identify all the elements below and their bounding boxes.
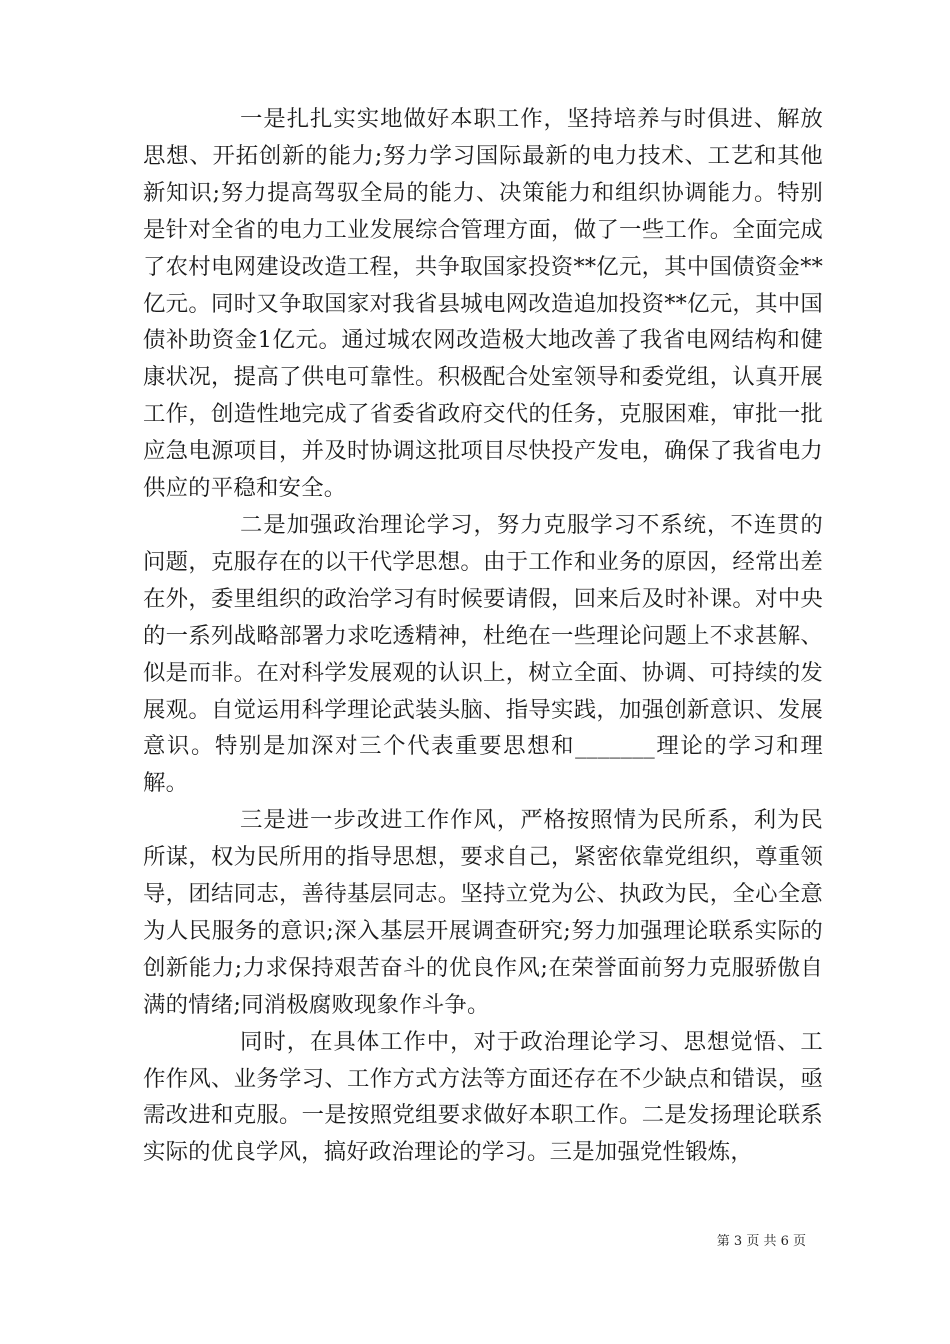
paragraph-1: 一是扎扎实实地做好本职工作，坚持培养与时俱进、解放思想、开拓创新的能力;努力学习国际最新的电力技术、工艺和其他新知识;努力提高驾驭全局的能力、决策能力和组织协调能力。特别是针对全省的电力工业发展综合管理方面，做了一些工作。全面完成了农村电网建设改造工程，共争取国家投资**亿元，其中国债资金**亿元。同时又争取国家对我省县城电网改造追加投资**亿元，其中国债补助资金1亿元。通过城农网改造极大地改善了我省电网结构和健康状况，提高了供电可靠性。积极配合处室领导和委党组，认真开展工作，创造性地完成了省委省政府交代的任务，克服困难，审批一批应急电源项目，并及时协调这批项目尽快投产发电，确保了我省电力供应的平稳和安全。 [143, 106, 823, 502]
page-number-footer: 第 3 页 共 6 页 [716, 1234, 806, 1249]
paragraph-2: 二是加强政治理论学习，努力克服学习不系统，不连贯的问题，克服存在的以干代学思想。由于工作和业务的原因，经常出差在外，委里组织的政治学习有时候要请假，回来后及时补课。对中央的一系列战略部署力求吃透精神，杜绝在一些理论问题上不求甚解、似是而非。在对科学发展观的认识上，树立全面、协调、可持续的发展观。自觉运用科学理论武装头脑、指导实践，加强创新意识、发展意识。特别是加深对三个代表重要思想和_______理论的学习和理解。 [143, 511, 823, 797]
paragraph-3: 三是进一步改进工作作风，严格按照情为民所系，利为民所谋，权为民所用的指导思想，要求自己，紧密依靠党组织，尊重领导，团结同志，善待基层同志。坚持立党为公、执政为民，全心全意为人民服务的意识;深入基层开展调查研究;努力加强理论联系实际的创新能力;力求保持艰苦奋斗的优良作风;在荣誉面前努力克服骄傲自满的情绪;同消极腐败现象作斗争。 [143, 807, 823, 1018]
paragraph-4: 同时，在具体工作中，对于政治理论学习、思想觉悟、工作作风、业务学习、工作方式方法等方面还存在不少缺点和错误，亟需改进和克服。一是按照党组要求做好本职工作。二是发扬理论联系实际的优良学风，搞好政治理论的学习。三是加强党性锻炼， [143, 1028, 823, 1166]
document-body [143, 101, 823, 1171]
